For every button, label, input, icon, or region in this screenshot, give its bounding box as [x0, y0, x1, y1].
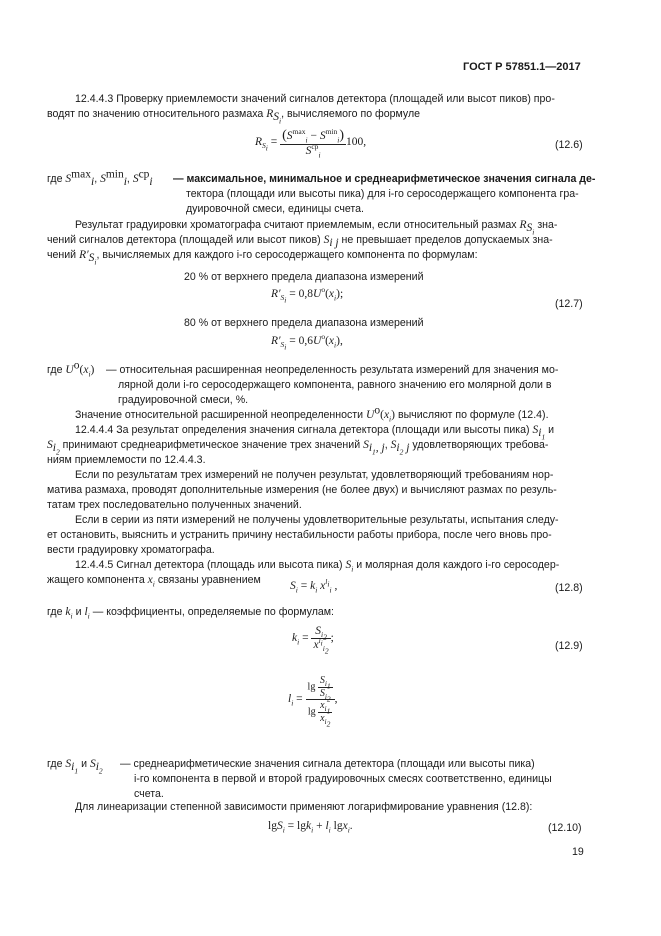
- clause-12-4-4-4-p2-line2: матива размаха, проводят дополнительные измерения (не более двух) и вычисляют размах по резуль-: [47, 484, 557, 496]
- uncertainty-note: Значение относительной расширенной неопределенности $U^o(x_i)$ вычисляют по формуле (12.4).: [75, 404, 549, 424]
- clause-12-4-4-4-line1: 12.4.4.4 За результат определения значения сигнала детектора (площади или высоты пика) $S_{i_1}$ и: [75, 424, 555, 442]
- where-3-line2: i-го компонента в первой и второй градуировочных смесях соответственно, единицы: [134, 773, 552, 785]
- acceptance-line1: Результат градуировки хроматографа считают приемлемым, если относительный размах $R_{S_i}$ зна-: [75, 219, 558, 237]
- linearization-text: Для линеаризации степенной зависимости применяют логарифмирование уравнения (12.8):: [75, 801, 533, 813]
- equation-12-7-b: $R'_{S_i} = 0,6U^o(x_i)$,: [271, 332, 343, 352]
- page-number: 19: [572, 846, 584, 858]
- equation-12-6-number: (12.6): [555, 139, 583, 151]
- clause-12-4-4-4-p3-line3: вести градуировку хроматографа.: [47, 544, 215, 556]
- where-2-line1: — относительная расширенная неопределенность результата измерений для значения мо-: [106, 364, 559, 376]
- where-2-line3: градуировочной смеси, %.: [118, 394, 249, 406]
- standard-header: ГОСТ Р 57851.1—2017: [463, 61, 581, 73]
- where-1-definition-line2: тектора (площади или высоты пика) для i-го серосодержащего компонента гра-: [186, 188, 579, 200]
- equation-12-7-a: $R'_{S_i} = 0,8U^o(x_i)$;: [271, 285, 344, 305]
- where-2-line2: лярной доли i-го серосодержащего компонента, равного значению его молярной доли в: [118, 379, 552, 391]
- clause-12-4-4-4-line2: $S_{i_2}$ принимают среднеарифметическое значение трех значений $S_{i_1, j}$, $S_{i_2 j}$ удовлетворяющих требова-: [47, 439, 549, 457]
- equation-12-7-number: (12.7): [555, 298, 583, 310]
- coefficients-line: где $k_i$ и $l_i$ — коэффициенты, определяемые по формулам:: [47, 606, 335, 621]
- clause-12-4-4-5-line1: 12.4.4.5 Сигнал детектора (площадь или высота пика) $S_i$ и молярная доля каждого i-го серосодер-: [75, 559, 560, 574]
- where-3-line1: — среднеарифметические значения сигнала детектора (площади или высоты пика): [120, 758, 535, 770]
- clause-12-4-4-3-line2: водят по значению относительного размаха $R_{S_i}$, вычисляемого по формуле: [47, 108, 421, 126]
- equation-12-8: $S_i = k_i$ $x^{l_i}_i$ ,: [290, 577, 338, 595]
- equation-12-9-l: $l_i$ = lg $\frac{S_{i_1}}{S_{i_2}}$ lg $\frac{x_{i_1}}{x_{i_2}}$ ,: [288, 675, 338, 728]
- caption-80-percent: 80 % от верхнего предела диапазона измерений: [184, 317, 424, 329]
- equation-12-10-number: (12.10): [548, 822, 582, 834]
- clause-12-4-4-4-line3: ниям приемлемости по 12.4.4.3.: [47, 454, 206, 466]
- equation-12-10: $\lg S_i = \lg k_i + l_i$ lgx$_i$.: [268, 820, 353, 835]
- equation-12-9-number: (12.9): [555, 640, 583, 652]
- clause-12-4-4-3-line1: 12.4.4.3 Проверку приемлемости значений сигналов детектора (площадей или высот пиков) про-: [75, 93, 555, 105]
- where-lead-2: где $U^o(x_i)$: [47, 359, 95, 379]
- acceptance-line3: чений $R'_{S_i}$, вычисляемых для каждого i-го серосодержащего компонента по формулам:: [47, 249, 478, 267]
- caption-20-percent: 20 % от верхнего предела диапазона измерений: [184, 271, 424, 283]
- clause-12-4-4-5-line2: жащего компонента $x_i$ связаны уравнением: [47, 574, 261, 589]
- clause-12-4-4-4-p3-line2: ет остановить, выяснить и устранить причину нестабильности работы прибора, после чего вновь про-: [47, 529, 552, 541]
- clause-12-4-4-4-p2-line3: татам трех последовательно полученных значений.: [47, 499, 302, 511]
- clause-12-4-4-4-p2-line1: Если по результатам трех измерений не получен результат, удовлетворяющий требованиям нор-: [75, 469, 554, 481]
- where-3-line3: счета.: [134, 788, 164, 800]
- clause-12-4-4-4-p3-line1: Если в серии из пяти измерений не получены удовлетворительные результаты, испытания следу-: [75, 514, 559, 526]
- acceptance-line2: чений сигналов детектора (площадей или высот пиков) $S_{i j}$ не превышает пределов допускаемых зна-: [47, 234, 553, 250]
- where-lead-3: где $S_{i_1}$ и $S_{i_2}$: [47, 758, 103, 776]
- equation-12-9-k: $k_i$ = $\frac{S_{i_2}}{x^{l_i}_{i_2}}$ ;: [292, 625, 334, 656]
- where-1-definition-line3: дуировочной смеси, единицы счета.: [186, 203, 364, 215]
- where-lead-1: где $S^{max}_i$, $S^{min}_i$, $S^{ср}_i$: [47, 168, 153, 189]
- equation-12-8-number: (12.8): [555, 582, 583, 594]
- where-1-definition-line1: — максимальное, минимальное и среднеарифметическое значения сигнала де-: [173, 173, 596, 185]
- equation-12-6: $R_{S_i}$ = $\frac{(S^{max}_i - S^{min}_i)}{S^{ср}_i}$ 100,: [255, 127, 367, 160]
